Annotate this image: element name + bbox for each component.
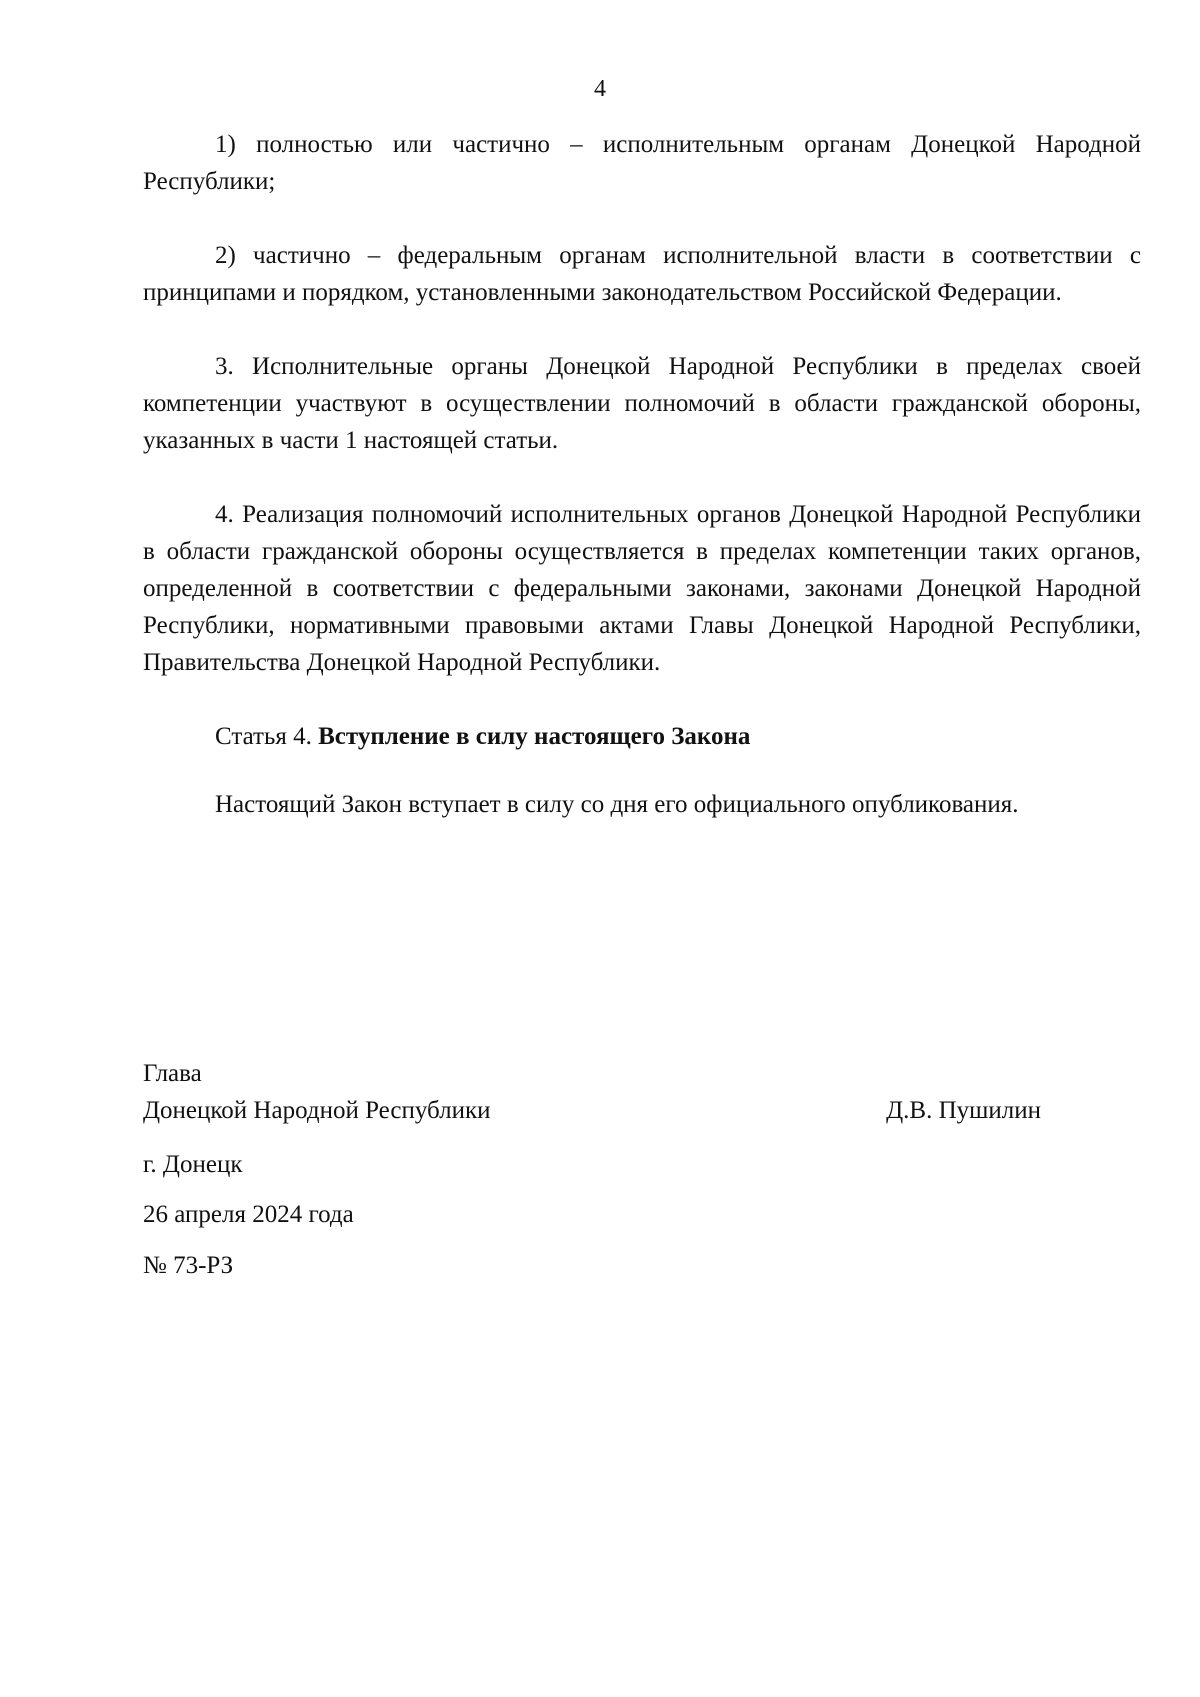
signature-position-title: Глава: [143, 1060, 202, 1087]
document-number: № 73-РЗ: [143, 1252, 234, 1279]
article-4-text: Настоящий Закон вступает в силу со дня его официального опубликования.: [215, 791, 1019, 818]
paragraph-1: 1) полностью или частично – исполнительным органам Донецкой Народной Республики;: [143, 131, 1141, 195]
document-date: 26 апреля 2024 года: [143, 1201, 354, 1228]
signature-position-org: Донецкой Народной Республики: [143, 1097, 491, 1124]
paragraph-gap: [143, 459, 1141, 496]
paragraph-2: 2) частично – федеральным органам исполнительной власти в соответствии с принципами и порядком, установленными законодательством Российской Федерации.: [143, 242, 1141, 306]
signature-block: [143, 1055, 1041, 1129]
article-4-heading: [143, 718, 1141, 755]
document-body: [143, 126, 1141, 823]
paragraph-4: 4. Реализация полномочий исполнительных органов Донецкой Народной Республики в области гражданской обороны осуществляется в пределах компетенции таких органов, определенной в соответствии с федеральными законами, законами Донецкой Народной Республики, нормативными правовыми актами Главы Донецкой Народной Республики, Правительства Донецкой Народной Республики.: [143, 501, 1141, 676]
paragraph-gap: [143, 200, 1141, 237]
signatory-name: Д.В. Пушилин: [886, 1097, 1041, 1124]
page-number: 4: [594, 76, 606, 102]
paragraph-gap: [143, 755, 1141, 786]
article-4-title: Вступление в силу настоящего Закона: [318, 723, 751, 750]
paragraph-3: 3. Исполнительные органы Донецкой Народной Республики в пределах своей компетенции участвуют в осуществлении полномочий в области гражданской обороны, указанных в части 1 настоящей статьи.: [143, 353, 1141, 454]
paragraph-gap: [143, 311, 1141, 348]
paragraph-gap: [143, 681, 1141, 718]
signature-position-line-1: [143, 1055, 1041, 1092]
signature-position-line-2: [143, 1092, 1041, 1129]
article-4-prefix: Статья 4.: [215, 723, 312, 750]
document-city: г. Донецк: [143, 1151, 243, 1178]
